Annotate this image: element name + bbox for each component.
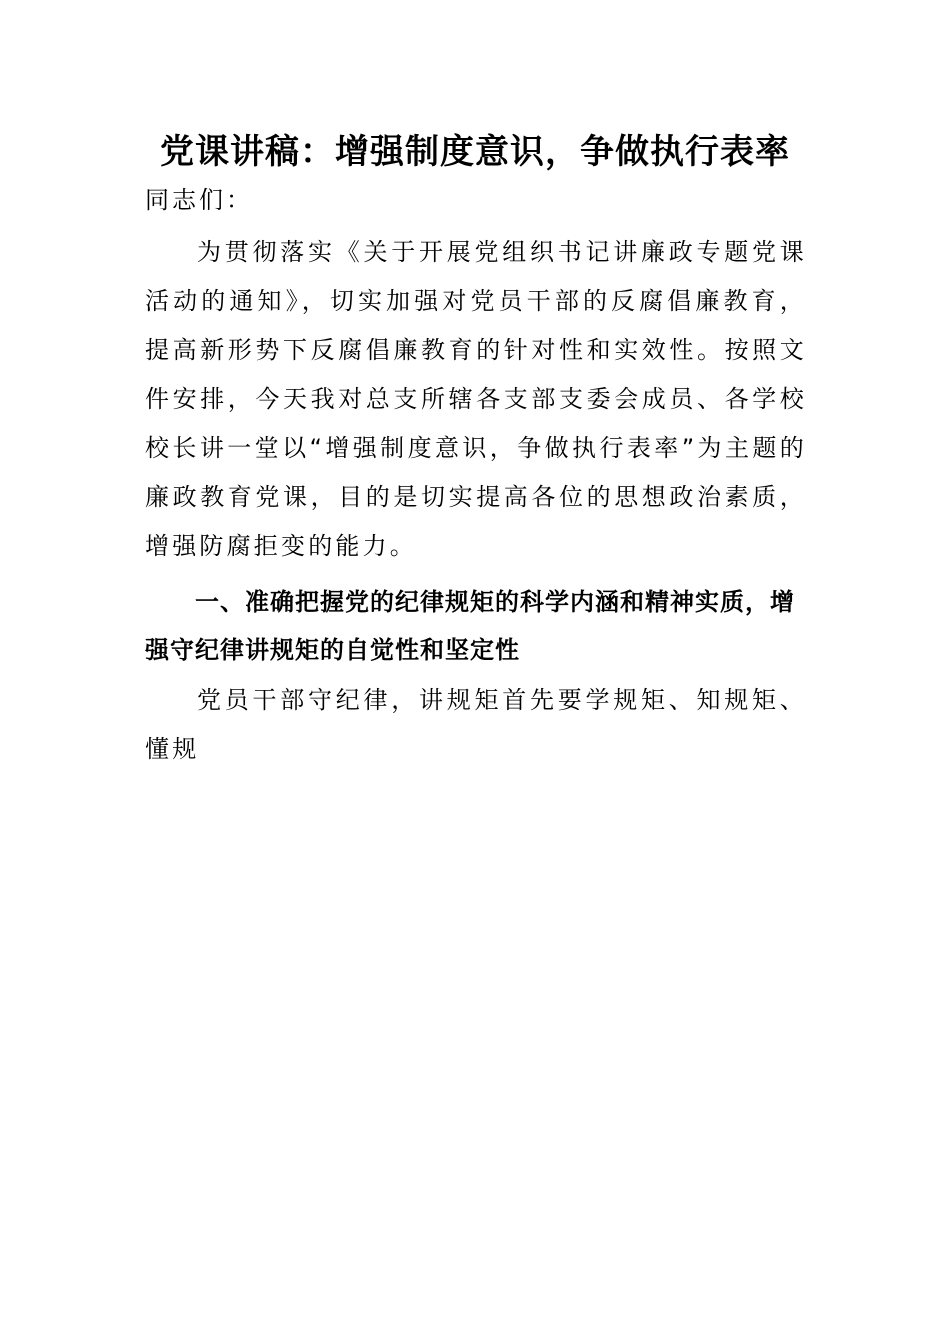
- paragraph-intro: 为贯彻落实《关于开展党组织书记讲廉政专题党课活动的通知》，切实加强对党员干部的反腐倡廉教育，提高新形势下反腐倡廉教育的针对性和实效性。按照文件安排，今天我对总支所辖各支部支委会成员、各学校校长讲一堂以“增强制度意识，争做执行表率”为主题的廉政教育党课，目的是切实提高各位的思想政治素质，增强防腐拒变的能力。: [145, 238, 807, 560]
- salutation: 同志们：: [145, 186, 253, 214]
- paragraph-section-1: 党员干部守纪律，讲规矩首先要学规矩、知规矩、懂规: [145, 686, 807, 763]
- section-heading-1: 一、准确把握党的纪律规矩的科学内涵和精神实质，增强守纪律讲规矩的自觉性和坚定性: [145, 588, 795, 664]
- document-title: 党课讲稿：增强制度意识，争做执行表率: [160, 132, 790, 172]
